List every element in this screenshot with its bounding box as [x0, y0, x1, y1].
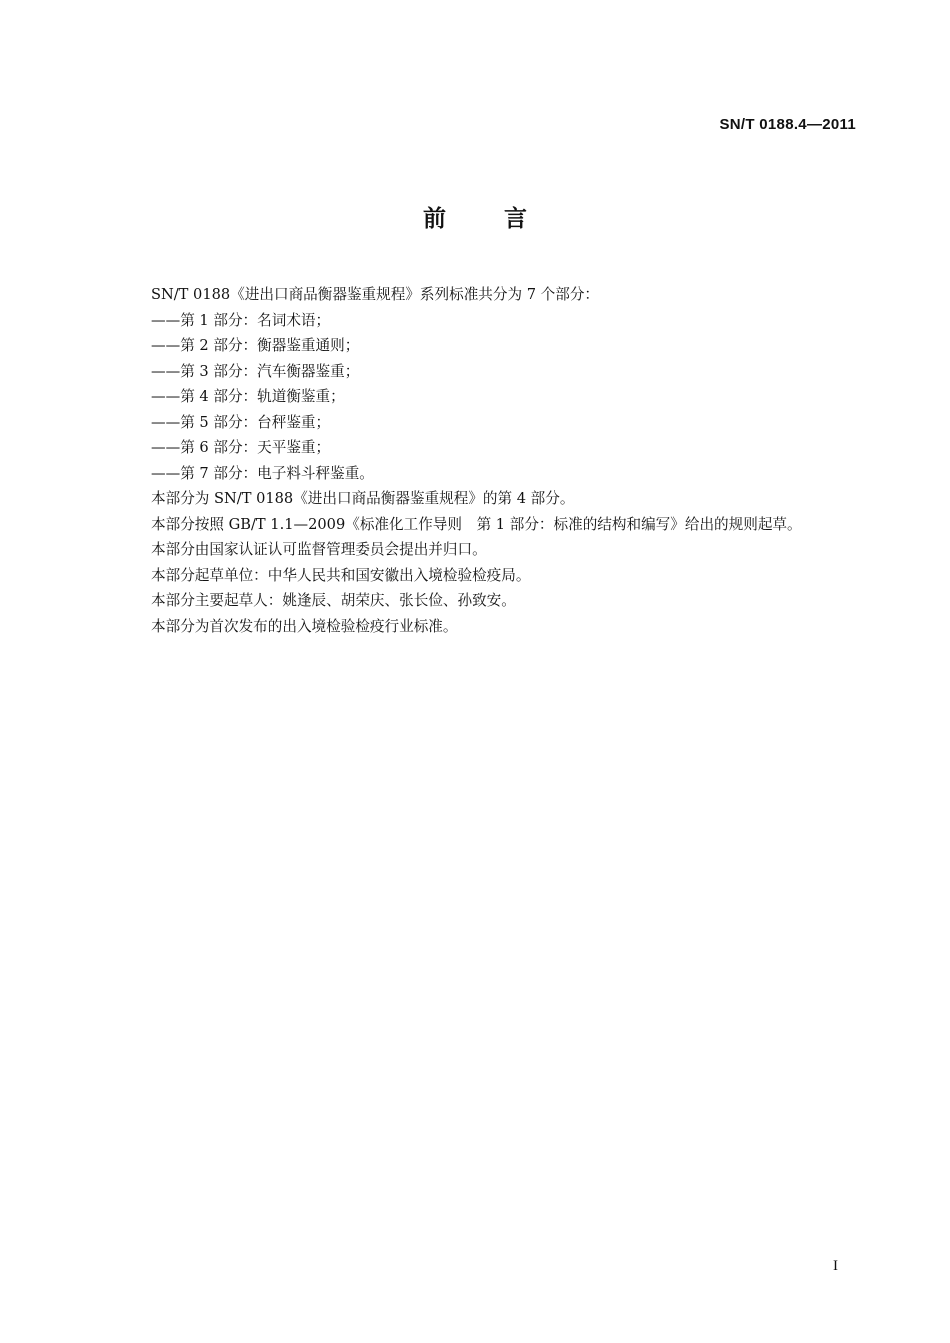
- page-title: 前言: [423, 206, 585, 232]
- intro-paragraph: SN/T 0188《进出口商品衡器鉴重规程》系列标准共分为 7 个部分：: [151, 286, 600, 303]
- list-item-part-5: ——第 5 部分：台秤鉴重；: [151, 413, 331, 431]
- paragraph-drafters: 本部分主要起草人：姚逢辰、胡荣庆、张长俭、孙致安。: [151, 592, 516, 609]
- standard-number: SN/T 0188.4—2011: [719, 116, 856, 133]
- list-item-part-1: ——第 1 部分：名词术语；: [151, 311, 331, 329]
- paragraph-drafting-rules: 本部分按照 GB/T 1.1—2009《标准化工作导则 第 1 部分：标准的结构和编写》给出的规则起草。: [151, 515, 802, 533]
- paragraph-drafting-unit: 本部分起草单位：中华人民共和国安徽出入境检验检疫局。: [151, 566, 531, 584]
- list-item-part-4: ——第 4 部分：轨道衡鉴重；: [151, 388, 345, 405]
- list-item-part-3: ——第 3 部分：汽车衡器鉴重；: [151, 362, 360, 380]
- list-item-part-2: ——第 2 部分：衡器鉴重通则；: [151, 337, 360, 354]
- paragraph-part-scope: 本部分为 SN/T 0188《进出口商品衡器鉴重规程》的第 4 部分。: [151, 490, 575, 507]
- paragraph-proposer: 本部分由国家认证认可监督管理委员会提出并归口。: [151, 541, 487, 558]
- list-item-part-6: ——第 6 部分：天平鉴重；: [151, 439, 331, 456]
- paragraph-first-release: 本部分为首次发布的出入境检验检疫行业标准。: [151, 617, 458, 635]
- list-item-part-7: ——第 7 部分：电子料斗秤鉴重。: [151, 464, 374, 482]
- foreword-body: [151, 282, 871, 639]
- page-number: I: [833, 1258, 838, 1274]
